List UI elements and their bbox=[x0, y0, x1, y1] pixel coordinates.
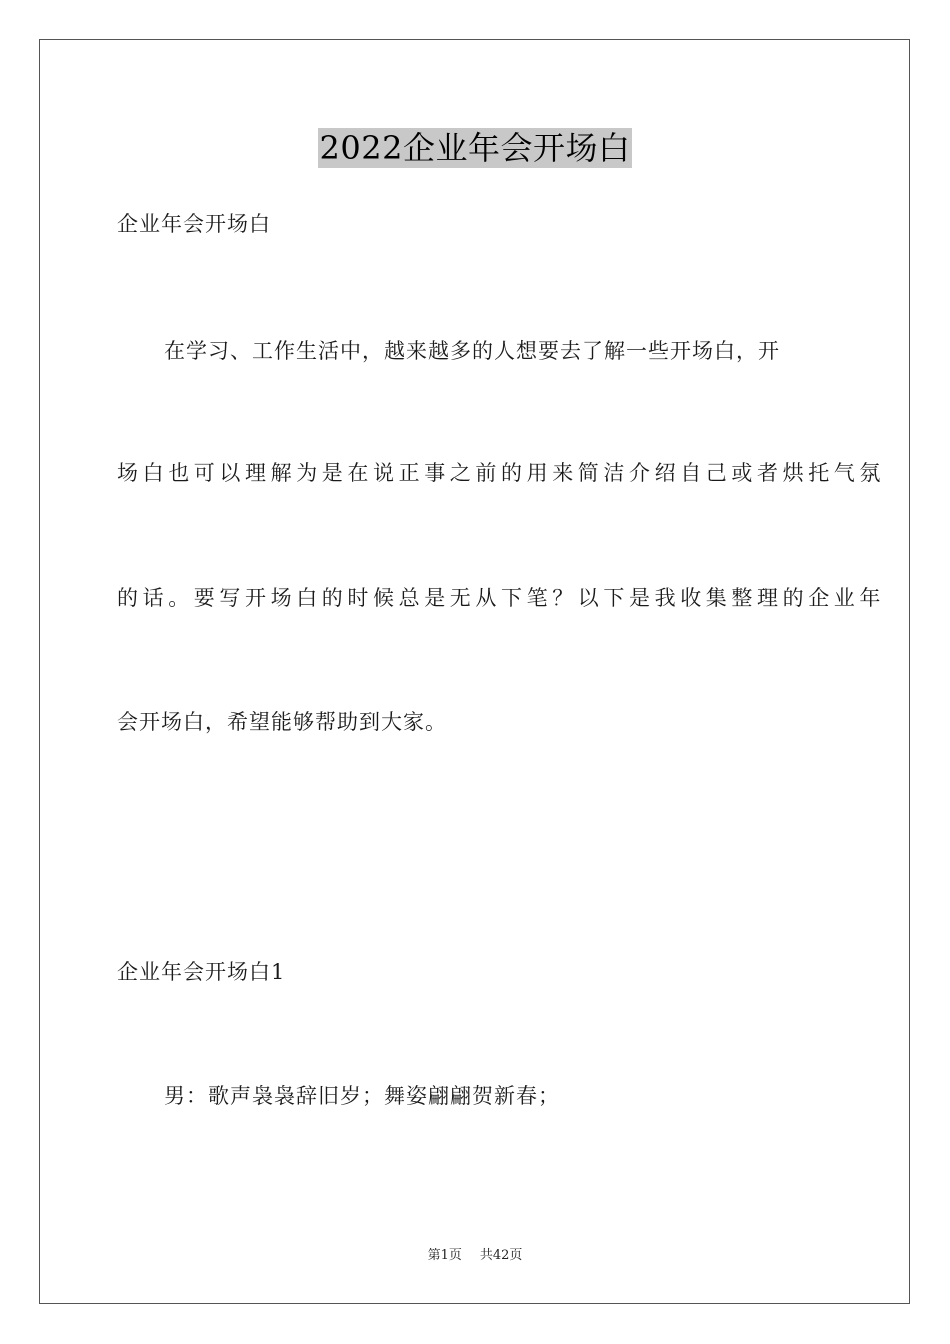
section-heading: 企业年会开场白1 bbox=[117, 960, 286, 984]
page-footer bbox=[0, 1247, 950, 1265]
title-container bbox=[0, 128, 950, 168]
dialogue-line: 男：歌声袅袅辞旧岁；舞姿翩翩贺新春； bbox=[164, 1084, 560, 1108]
document-title: 2022企业年会开场白 bbox=[319, 129, 631, 167]
document-subtitle: 企业年会开场白 bbox=[117, 212, 271, 236]
intro-line-4: 会开场白，希望能够帮助到大家。 bbox=[117, 710, 447, 734]
intro-line-2: 场白也可以理解为是在说正事之前的用来简洁介绍自己或者烘托气氛 bbox=[117, 461, 885, 485]
page-number: 第1页 bbox=[427, 1248, 462, 1263]
intro-line-1: 在学习、工作生活中，越来越多的人想要去了解一些开场白，开 bbox=[164, 339, 780, 363]
intro-line-3: 的话。要写开场白的时候总是无从下笔？以下是我收集整理的企业年 bbox=[117, 586, 885, 610]
page-total: 共42页 bbox=[479, 1248, 523, 1263]
